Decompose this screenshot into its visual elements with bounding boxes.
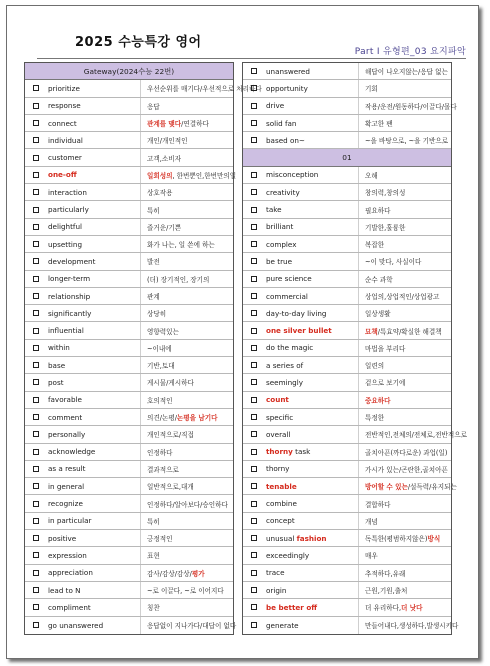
checkbox[interactable]	[33, 85, 39, 91]
english-word: unusual fashion	[266, 533, 327, 543]
section-header-gateway: Gateway(2024수능 22번)	[25, 63, 233, 80]
checkbox[interactable]	[33, 241, 39, 247]
checkbox[interactable]	[251, 345, 257, 351]
english-word: concept	[266, 516, 295, 526]
vocab-row	[243, 599, 451, 616]
english-word: personally	[48, 429, 86, 439]
korean-meaning: 작용/운전/원동하다/이끌다/몰다	[358, 98, 457, 114]
vocab-row	[25, 599, 233, 616]
vocab-row	[243, 426, 467, 443]
checkbox[interactable]	[33, 518, 39, 524]
korean-meaning: 표현	[140, 547, 233, 563]
korean-meaning: 오해	[358, 167, 451, 183]
vocab-table-right	[242, 62, 467, 635]
checkbox[interactable]	[251, 501, 257, 507]
section-header-01: 01	[243, 149, 451, 166]
korean-meaning: 추적하다,유래	[358, 565, 451, 581]
vocab-row	[243, 288, 451, 305]
vocab-row	[25, 149, 233, 166]
vocab-row	[25, 357, 233, 374]
vocab-row	[243, 357, 451, 374]
korean-meaning: 상업의,상업적인/상업광고	[358, 288, 451, 304]
vocab-row	[243, 167, 451, 184]
english-word: count	[266, 395, 289, 405]
english-word: origin	[266, 585, 287, 595]
vocab-row	[243, 63, 451, 80]
title-divider	[37, 58, 466, 59]
checkbox[interactable]	[251, 449, 257, 455]
checkbox[interactable]	[251, 68, 257, 74]
vocab-row	[25, 98, 233, 115]
korean-meaning: 즐거운/기쁜	[140, 219, 233, 235]
checkbox[interactable]	[251, 379, 257, 385]
checkbox[interactable]	[33, 431, 39, 437]
english-word: compliment	[48, 602, 91, 612]
vocab-row	[25, 374, 233, 391]
english-word: generate	[266, 620, 299, 630]
korean-meaning: 우선순위를 매기다/우선적으로 처리하다	[140, 80, 262, 96]
english-word: favorable	[48, 395, 82, 405]
korean-meaning: 골치아픈(까다로운) 과업(일)	[358, 444, 451, 460]
english-word: unanswered	[266, 66, 310, 76]
english-word: interaction	[48, 187, 87, 197]
checkbox[interactable]	[251, 414, 257, 420]
vocab-row	[243, 374, 451, 391]
checkbox[interactable]	[251, 397, 257, 403]
english-word: one silver bullet	[266, 326, 332, 336]
korean-meaning: 감사/감상/감상/ 평가	[140, 565, 233, 581]
korean-meaning: 필요하다	[358, 201, 451, 217]
english-word: significantly	[48, 308, 92, 318]
english-word: upsetting	[48, 239, 83, 249]
english-word: solid fan	[266, 118, 297, 128]
checkbox[interactable]	[251, 466, 257, 472]
vocab-row	[243, 617, 459, 634]
vocab-row	[25, 444, 233, 461]
checkbox[interactable]	[33, 397, 39, 403]
korean-meaning: 마법을 부리다	[358, 340, 451, 356]
vocab-row	[243, 582, 451, 599]
checkbox[interactable]	[251, 604, 257, 610]
korean-meaning: 호의적인	[140, 392, 233, 408]
korean-meaning: 칭찬	[140, 599, 233, 615]
vocab-row	[25, 271, 233, 288]
vocab-row	[25, 409, 233, 426]
vocab-row	[243, 201, 451, 218]
checkbox[interactable]	[33, 207, 39, 213]
english-word: connect	[48, 118, 77, 128]
korean-meaning: 긍정적인	[140, 530, 233, 546]
english-word: one-off	[48, 170, 77, 180]
korean-meaning: 순수 과학	[358, 271, 451, 287]
checkbox[interactable]	[251, 570, 257, 576]
vocab-row	[243, 565, 451, 582]
vocab-row	[25, 219, 233, 236]
english-word: response	[48, 101, 81, 111]
checkbox[interactable]	[33, 362, 39, 368]
vocab-row	[243, 253, 451, 270]
english-word: acknowledge	[48, 447, 96, 457]
korean-meaning: 창의력,창의성	[358, 184, 451, 200]
vocab-row	[25, 340, 233, 357]
korean-meaning: 해답이 나오지않는/응답 없는	[358, 63, 451, 79]
korean-meaning: (더) 장기적인, 장기의	[140, 271, 233, 287]
checkbox[interactable]	[33, 310, 39, 316]
korean-meaning: 일회성의 , 한번뿐인,한번만의일	[140, 167, 236, 183]
vocab-row	[243, 495, 451, 512]
vocab-row	[25, 547, 233, 564]
vocab-row	[243, 461, 451, 478]
checkbox[interactable]	[33, 622, 39, 628]
checkbox[interactable]	[251, 552, 257, 558]
vocab-row	[243, 305, 451, 322]
korean-meaning: 기회	[358, 80, 451, 96]
vocab-row	[25, 236, 233, 253]
korean-meaning: 기반,토대	[140, 357, 233, 373]
english-word: trace	[266, 568, 285, 578]
vocab-row	[243, 271, 451, 288]
english-word: go unanswered	[48, 620, 104, 630]
checkbox[interactable]	[251, 276, 257, 282]
english-word: development	[48, 256, 96, 266]
korean-meaning: 기발한,훌륭한	[358, 219, 451, 235]
korean-meaning: ~을 바탕으로, ~을 기반으로	[358, 132, 451, 148]
checkbox[interactable]	[251, 622, 257, 628]
english-word: pure science	[266, 274, 312, 284]
english-word: expression	[48, 550, 87, 560]
english-word: commercial	[266, 291, 308, 301]
checkbox[interactable]	[33, 414, 39, 420]
checkbox[interactable]	[251, 362, 257, 368]
vocab-row	[243, 513, 451, 530]
english-word: individual	[48, 135, 83, 145]
english-word: exceedingly	[266, 550, 310, 560]
english-word: drive	[266, 101, 285, 111]
korean-meaning: 인정하다/알아보다/승인하다	[140, 495, 233, 511]
checkbox[interactable]	[251, 483, 257, 489]
vocab-row	[25, 617, 237, 634]
checkbox[interactable]	[33, 535, 39, 541]
korean-meaning: 근원,기원,출처	[358, 582, 451, 598]
english-word: as a result	[48, 464, 86, 474]
vocab-row	[243, 132, 451, 149]
korean-meaning: 결합하다	[358, 495, 451, 511]
korean-meaning: 응답	[140, 98, 233, 114]
vocab-row	[25, 392, 233, 409]
english-word: day-to-day living	[266, 308, 327, 318]
checkbox[interactable]	[33, 379, 39, 385]
vocab-row	[243, 236, 451, 253]
vocab-row	[25, 253, 233, 270]
checkbox[interactable]	[251, 207, 257, 213]
korean-meaning: 상당히	[140, 305, 233, 321]
checkbox[interactable]	[251, 189, 257, 195]
checkbox[interactable]	[33, 604, 39, 610]
checkbox[interactable]	[33, 189, 39, 195]
checkbox[interactable]	[251, 85, 257, 91]
vocab-row	[243, 340, 451, 357]
vocab-row	[25, 322, 233, 339]
checkbox[interactable]	[33, 466, 39, 472]
english-word: brilliant	[266, 222, 294, 232]
korean-meaning: 고객,소비자	[140, 149, 233, 165]
vocab-row	[243, 98, 457, 115]
english-word: comment	[48, 412, 83, 422]
checkbox[interactable]	[33, 552, 39, 558]
korean-meaning: 더 유리하다, 더 낫다	[358, 599, 451, 615]
checkbox[interactable]	[33, 155, 39, 161]
vocab-row	[25, 288, 233, 305]
english-word: relationship	[48, 291, 91, 301]
vocab-row	[243, 547, 451, 564]
checkbox[interactable]	[33, 449, 39, 455]
korean-meaning: 일련의	[358, 357, 451, 373]
korean-meaning: 게시물/게시하다	[140, 374, 233, 390]
checkbox[interactable]	[33, 501, 39, 507]
korean-meaning: ~로 이끌다, ~로 이어지다	[140, 582, 233, 598]
checkbox[interactable]	[33, 483, 39, 489]
vocab-row	[25, 530, 233, 547]
checkbox[interactable]	[33, 137, 39, 143]
english-word: influential	[48, 326, 84, 336]
english-word: in general	[48, 481, 85, 491]
checkbox[interactable]	[251, 518, 257, 524]
english-word: a series of	[266, 360, 304, 370]
vocab-row	[243, 392, 451, 409]
checkbox[interactable]	[251, 293, 257, 299]
korean-meaning: 상호작용	[140, 184, 233, 200]
checkbox[interactable]	[251, 103, 257, 109]
checkbox[interactable]	[251, 224, 257, 230]
korean-meaning: 방어할 수 있는 /설득력/유지되는	[358, 478, 457, 494]
korean-meaning: 독특한(평범하지않은) 방식	[358, 530, 451, 546]
korean-meaning: ~이 맞다, 사실이다	[358, 253, 451, 269]
vocab-row	[25, 115, 233, 132]
checkbox[interactable]	[251, 587, 257, 593]
checkbox[interactable]	[33, 120, 39, 126]
english-word: be better off	[266, 602, 318, 612]
korean-meaning: 인정하다	[140, 444, 233, 460]
english-word: lead to N	[48, 585, 81, 595]
vocab-row	[243, 322, 451, 339]
checkbox[interactable]	[33, 328, 39, 334]
vocab-row	[25, 80, 262, 97]
korean-meaning: 개인/개인적인	[140, 132, 233, 148]
korean-meaning: 가시가 있는/곤란한,골치아픈	[358, 461, 451, 477]
korean-meaning: 발전	[140, 253, 233, 269]
english-word: combine	[266, 499, 297, 509]
korean-meaning: 화가 나는, 일 쓴에 하는	[140, 236, 233, 252]
korean-meaning: 복잡한	[358, 236, 451, 252]
english-word: take	[266, 205, 282, 215]
english-word: creativity	[266, 187, 300, 197]
english-word: tenable	[266, 481, 297, 491]
checkbox[interactable]	[33, 258, 39, 264]
english-word: specific	[266, 412, 294, 422]
korean-meaning: 관계를 맺다 /연결하다	[140, 115, 233, 131]
vocab-row	[243, 530, 451, 547]
vocab-row	[25, 132, 233, 149]
vocab-table-left	[24, 62, 262, 635]
english-word: opportunity	[266, 83, 308, 93]
korean-meaning: 응답없이 지나가다/대답이 없다	[140, 617, 236, 634]
vocab-row	[25, 201, 233, 218]
vocab-row	[243, 184, 451, 201]
vocab-row	[243, 80, 451, 97]
checkbox[interactable]	[251, 258, 257, 264]
korean-meaning: 개인적으로/직접	[140, 426, 233, 442]
checkbox[interactable]	[33, 276, 39, 282]
checkbox[interactable]	[33, 570, 39, 576]
english-word: appreciation	[48, 568, 93, 578]
english-word: longer-term	[48, 274, 91, 284]
korean-meaning: 매우	[358, 547, 451, 563]
vocab-row	[243, 115, 451, 132]
korean-meaning: 일상생활	[358, 305, 451, 321]
korean-meaning: 결과적으로	[140, 461, 233, 477]
korean-meaning: 개념	[358, 513, 451, 529]
vocab-row	[25, 167, 237, 184]
korean-meaning: 만들어내다,생성하다,발생시키다	[358, 617, 458, 634]
english-word: based on~	[266, 135, 305, 145]
english-word: post	[48, 377, 64, 387]
korean-meaning: 특정한	[358, 409, 451, 425]
checkbox[interactable]	[251, 137, 257, 143]
checkbox[interactable]	[33, 103, 39, 109]
korean-meaning: ~이내에	[140, 340, 233, 356]
vocab-row	[25, 582, 233, 599]
vocab-row	[25, 513, 233, 530]
vocab-row	[25, 461, 233, 478]
english-word: positive	[48, 533, 77, 543]
korean-meaning: 전반적인,전체의/전체로,전반적으로	[358, 426, 467, 442]
korean-meaning: 묘책 /특효약/확실한 해결책	[358, 322, 451, 338]
korean-meaning: 중요하다	[358, 392, 451, 408]
korean-meaning: 겉으로 보기에	[358, 374, 451, 390]
english-word: thorny task	[266, 447, 311, 457]
document-subtitle: Part I 유형편_03 요지파악	[354, 47, 466, 57]
english-word: do the magic	[266, 343, 314, 353]
vocab-row	[25, 184, 233, 201]
vocab-row	[243, 444, 451, 461]
english-word: recognize	[48, 499, 83, 509]
english-word: particularly	[48, 205, 89, 215]
vocab-row	[25, 565, 233, 582]
korean-meaning: 관계	[140, 288, 233, 304]
english-word: be true	[266, 256, 293, 266]
english-word: customer	[48, 153, 82, 163]
checkbox[interactable]	[251, 431, 257, 437]
english-word: seemingly	[266, 377, 303, 387]
english-word: misconception	[266, 170, 319, 180]
korean-meaning: 의견/논평/ 논평을 남기다	[140, 409, 233, 425]
vocab-row	[243, 478, 457, 495]
korean-meaning: 특히	[140, 513, 233, 529]
checkbox[interactable]	[33, 172, 39, 178]
english-word: within	[48, 343, 70, 353]
korean-meaning: 영향력있는	[140, 322, 233, 338]
korean-meaning: 일반적으로,대개	[140, 478, 233, 494]
checkbox[interactable]	[33, 587, 39, 593]
checkbox[interactable]	[251, 535, 257, 541]
english-word: complex	[266, 239, 297, 249]
checkbox[interactable]	[33, 224, 39, 230]
english-word: delightful	[48, 222, 82, 232]
checkbox[interactable]	[251, 310, 257, 316]
english-word: base	[48, 360, 66, 370]
document-title: 2025 수능특강 영어	[75, 35, 202, 50]
checkbox[interactable]	[33, 345, 39, 351]
english-word: in particular	[48, 516, 92, 526]
english-word: thorny	[266, 464, 290, 474]
korean-meaning: 확고한 팬	[358, 115, 451, 131]
checkbox[interactable]	[251, 328, 257, 334]
checkbox[interactable]	[251, 241, 257, 247]
checkbox[interactable]	[33, 293, 39, 299]
vocab-row	[25, 426, 233, 443]
vocab-row	[25, 495, 233, 512]
english-word: prioritize	[48, 83, 80, 93]
korean-meaning: 특히	[140, 201, 233, 217]
vocab-row	[25, 478, 233, 495]
english-word: overall	[266, 429, 291, 439]
vocab-row	[243, 409, 451, 426]
checkbox[interactable]	[251, 172, 257, 178]
vocab-row	[243, 219, 451, 236]
vocab-row	[25, 305, 233, 322]
checkbox[interactable]	[251, 120, 257, 126]
